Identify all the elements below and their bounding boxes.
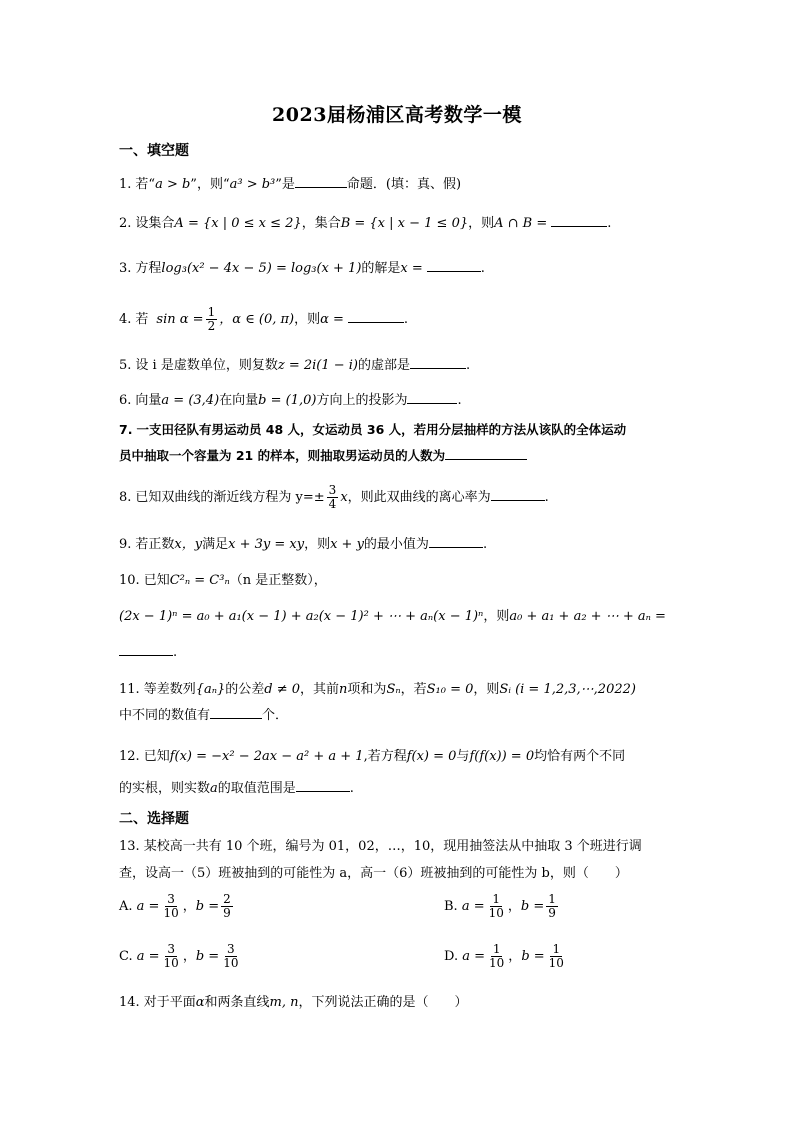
denominator: 10 — [223, 956, 239, 970]
question-text: 查，设高一（5）班被抽到的可能性为 a，高一（6）班被抽到的可能性为 b，则（ ） — [119, 866, 628, 881]
fraction — [221, 943, 240, 970]
math-expression: a₀ + a₁ + a₂ + ⋯ + aₙ = — [509, 609, 666, 624]
math-expression: a = — [136, 899, 160, 914]
question-7-line-2 — [119, 447, 674, 465]
fraction — [546, 893, 558, 920]
question-text: . — [466, 358, 471, 373]
question-1 — [119, 175, 674, 194]
math-variable: m, n — [269, 995, 299, 1010]
question-text: ”是 — [275, 177, 295, 192]
question-text: 的解是 — [361, 261, 401, 276]
math-expression: a = — [462, 949, 486, 964]
question-text: 中不同的数值有 — [119, 708, 211, 723]
fraction — [206, 306, 218, 333]
question-10-line-2 — [119, 608, 674, 626]
question-number: 1. — [119, 177, 132, 192]
question-text: 已知双曲线的渐近线方程为 y=± — [135, 490, 325, 505]
math-expression: x + y — [330, 537, 364, 552]
question-text: ，其前 — [300, 682, 340, 697]
question-text: . — [349, 781, 354, 796]
question-3 — [119, 259, 674, 278]
math-expression: A = {x | 0 ≤ x ≤ 2} — [174, 216, 302, 231]
fraction — [221, 893, 233, 920]
separator: ， — [507, 899, 521, 914]
question-text: . — [607, 216, 612, 231]
math-variable: x，y — [174, 537, 203, 552]
question-text: ，集合 — [301, 216, 341, 231]
fraction — [487, 893, 506, 920]
question-text: ，则 — [468, 216, 495, 231]
math-expression: a³ > b³ — [229, 177, 276, 192]
denominator: 10 — [163, 906, 179, 920]
question-9 — [119, 535, 674, 554]
section-heading-choice: 二、选择题 — [119, 811, 189, 827]
question-text: 设 i 是虚数单位，则复数 — [135, 358, 278, 373]
question-text: . — [544, 490, 549, 505]
math-variable: a — [210, 781, 218, 796]
math-variable: x — [340, 490, 348, 505]
answer-blank[interactable] — [119, 643, 173, 656]
question-text: . — [403, 312, 409, 327]
math-expression: b = (1,0) — [258, 393, 317, 408]
question-number: 14. — [119, 995, 140, 1010]
answer-blank[interactable] — [427, 259, 481, 272]
question-text: . — [482, 537, 488, 552]
numerator: 2 — [223, 892, 231, 906]
math-expression: a = — [136, 949, 160, 964]
separator: ， — [182, 949, 196, 964]
numerator: 1 — [552, 942, 561, 956]
math-expression: A ∩ B = — [494, 216, 548, 231]
question-text: 一支田径队有男运动员 48 人，女运动员 36 人，若用分层抽样的方法从该队的全体运动 — [136, 422, 627, 437]
question-text: 若正数 — [135, 537, 175, 552]
denominator: 10 — [488, 906, 504, 920]
math-expression: {aₙ} — [195, 682, 226, 697]
question-text: 在向量 — [219, 393, 259, 408]
question-text: 设集合 — [135, 216, 175, 231]
question-text: 若 — [135, 312, 149, 327]
question-text: 项和为 — [347, 682, 387, 697]
answer-blank[interactable] — [551, 214, 607, 227]
question-13-line-2 — [119, 865, 674, 883]
question-text: 已知 — [143, 749, 170, 764]
option-label: C. — [119, 949, 133, 964]
denominator: 2 — [207, 319, 216, 333]
question-14 — [119, 994, 674, 1012]
denominator: 9 — [548, 906, 556, 920]
question-text: 已知 — [143, 573, 170, 588]
question-10-line-3 — [119, 643, 674, 662]
question-12-line-1 — [119, 748, 674, 766]
denominator: 10 — [548, 956, 564, 970]
question-10-line-1 — [119, 572, 674, 590]
answer-blank[interactable] — [296, 779, 350, 792]
math-expression: α = — [320, 312, 344, 327]
numerator: 3 — [167, 892, 175, 906]
fraction — [161, 893, 180, 920]
question-text: 等差数列 — [143, 682, 196, 697]
math-expression: sin α = — [156, 312, 204, 327]
denominator: 9 — [223, 906, 231, 920]
option-label: D. — [444, 949, 459, 964]
question-number: 13. — [119, 839, 140, 854]
answer-blank[interactable] — [491, 488, 545, 501]
option-a[interactable] — [119, 893, 235, 920]
denominator: 4 — [328, 497, 337, 511]
question-text: 方程 — [135, 261, 162, 276]
question-text: 个． — [262, 708, 289, 723]
question-text: 和两条直线 — [204, 995, 270, 1010]
question-text: . — [480, 261, 485, 276]
question-text: ，则 — [294, 312, 321, 327]
option-c[interactable] — [119, 943, 242, 970]
question-11-line-2 — [119, 706, 674, 725]
answer-blank[interactable] — [407, 391, 457, 404]
page-title: 2023届杨浦区高考数学一模 — [272, 104, 522, 126]
question-text: ，则 — [304, 537, 331, 552]
numerator: 1 — [492, 892, 501, 906]
question-number: 2. — [119, 216, 132, 231]
question-text: 若“ — [135, 177, 156, 192]
math-expression: C²ₙ = C³ₙ — [169, 573, 230, 588]
math-expression: f(f(x)) = 0 — [469, 749, 535, 764]
question-text: 对于平面 — [143, 995, 196, 1010]
question-number: 10. — [119, 573, 140, 588]
math-expression: a = — [461, 899, 485, 914]
question-8 — [119, 478, 674, 518]
separator: ， — [182, 899, 196, 914]
question-text: 的实根，则实数 — [119, 781, 211, 796]
math-expression: b = — [520, 899, 545, 914]
separator: ， — [508, 949, 522, 964]
math-expression: ，α ∈ (0, π) — [219, 312, 295, 327]
math-expression: Sᵢ (i = 1,2,3,⋯,2022) — [499, 682, 636, 697]
question-text: 与 — [456, 749, 470, 764]
math-expression: a > b — [155, 177, 191, 192]
question-text: ，若 — [400, 682, 427, 697]
question-text: 的公差 — [225, 682, 265, 697]
question-text: （n 是正整数）， — [229, 573, 327, 588]
question-text: ,若方程 — [363, 749, 407, 764]
question-text: 方向上的投影为 — [316, 393, 408, 408]
math-expression: f(x) = −x² − 2ax − a² + a + 1 — [169, 749, 364, 764]
math-expression: log₃(x² − 4x − 5) = log₃(x + 1) — [161, 261, 362, 276]
answer-blank[interactable] — [210, 706, 262, 719]
question-5 — [119, 356, 674, 375]
numerator: 3 — [167, 942, 175, 956]
denominator: 10 — [163, 956, 179, 970]
option-label: B. — [444, 899, 458, 914]
numerator: 3 — [328, 483, 337, 497]
option-d[interactable] — [444, 943, 568, 970]
math-expression: b = — [521, 949, 545, 964]
question-text: 的虚部是 — [358, 358, 411, 373]
question-text: 均恰有两个不同 — [534, 749, 626, 764]
math-expression: a = (3,4) — [161, 393, 220, 408]
math-variable: n — [339, 682, 348, 697]
math-expression: b = — [195, 899, 220, 914]
math-expression: b = — [195, 949, 220, 964]
option-label: A. — [119, 899, 133, 914]
question-11-line-1 — [119, 681, 674, 699]
answer-blank[interactable] — [410, 356, 466, 369]
option-b[interactable] — [444, 893, 560, 920]
numerator: 1 — [207, 305, 216, 319]
numerator: 1 — [548, 892, 556, 906]
question-number: 6. — [119, 393, 132, 408]
question-12-line-2 — [119, 779, 674, 798]
math-expression: d ≠ 0 — [264, 682, 301, 697]
question-text: 的取值范围是 — [217, 781, 296, 796]
question-7-line-1 — [119, 421, 674, 439]
numerator: 3 — [227, 942, 235, 956]
math-expression: x = — [400, 261, 423, 276]
section-heading-fill-blank: 一、填空题 — [119, 143, 189, 159]
question-number: 5. — [119, 358, 132, 373]
math-expression: S₁₀ = 0 — [426, 682, 474, 697]
question-text: 某校高一共有 10 个班，编号为 01，02，…，10，现用抽签法从中抽取 3 个班进行调 — [143, 839, 642, 854]
math-expression: z = 2i(1 − i) — [277, 358, 359, 373]
question-text: ，则 — [483, 609, 510, 624]
fraction — [487, 943, 506, 970]
fraction — [327, 484, 339, 511]
denominator: 10 — [489, 956, 505, 970]
question-4 — [119, 300, 674, 340]
question-number: 11. — [119, 682, 140, 697]
question-text: . — [173, 645, 178, 660]
question-text: 满足 — [202, 537, 229, 552]
question-number: 4. — [119, 312, 132, 327]
question-text: . — [457, 393, 462, 408]
question-text: 员中抽取一个容量为 21 的样本，则抽取男运动员的人数为 — [119, 448, 446, 463]
question-number: 7. — [119, 422, 133, 437]
question-text: ，下列说法正确的是（ ） — [298, 995, 468, 1010]
math-variable: α — [195, 995, 205, 1010]
fraction — [547, 943, 566, 970]
question-2 — [119, 214, 674, 233]
question-text: ”，则“ — [190, 177, 230, 192]
question-number: 12. — [119, 749, 140, 764]
answer-blank[interactable] — [348, 310, 404, 323]
math-expression: (2x − 1)ⁿ = a₀ + a₁(x − 1) + a₂(x − 1)² + ⋯ + aₙ(x − 1)ⁿ — [119, 609, 484, 624]
question-number: 8. — [119, 490, 132, 505]
math-expression: x + 3y = xy — [228, 537, 305, 552]
question-13-line-1 — [119, 838, 674, 856]
answer-blank[interactable] — [295, 175, 347, 188]
question-text: ，则此双曲线的离心率为 — [347, 490, 491, 505]
math-expression: f(x) = 0 — [406, 749, 457, 764]
math-expression: Sₙ — [386, 682, 401, 697]
question-text: 命题．(填：真、假) — [346, 177, 462, 192]
question-number: 3. — [119, 261, 132, 276]
question-number: 9. — [119, 537, 132, 552]
numerator: 1 — [492, 942, 501, 956]
answer-blank[interactable] — [429, 535, 483, 548]
question-text: 的最小值为 — [363, 537, 429, 552]
answer-blank[interactable] — [445, 447, 527, 460]
math-expression: B = {x | x − 1 ≤ 0} — [340, 216, 469, 231]
fraction — [162, 943, 181, 970]
question-text: ，则 — [473, 682, 500, 697]
question-6 — [119, 391, 674, 410]
question-text: 向量 — [135, 393, 162, 408]
